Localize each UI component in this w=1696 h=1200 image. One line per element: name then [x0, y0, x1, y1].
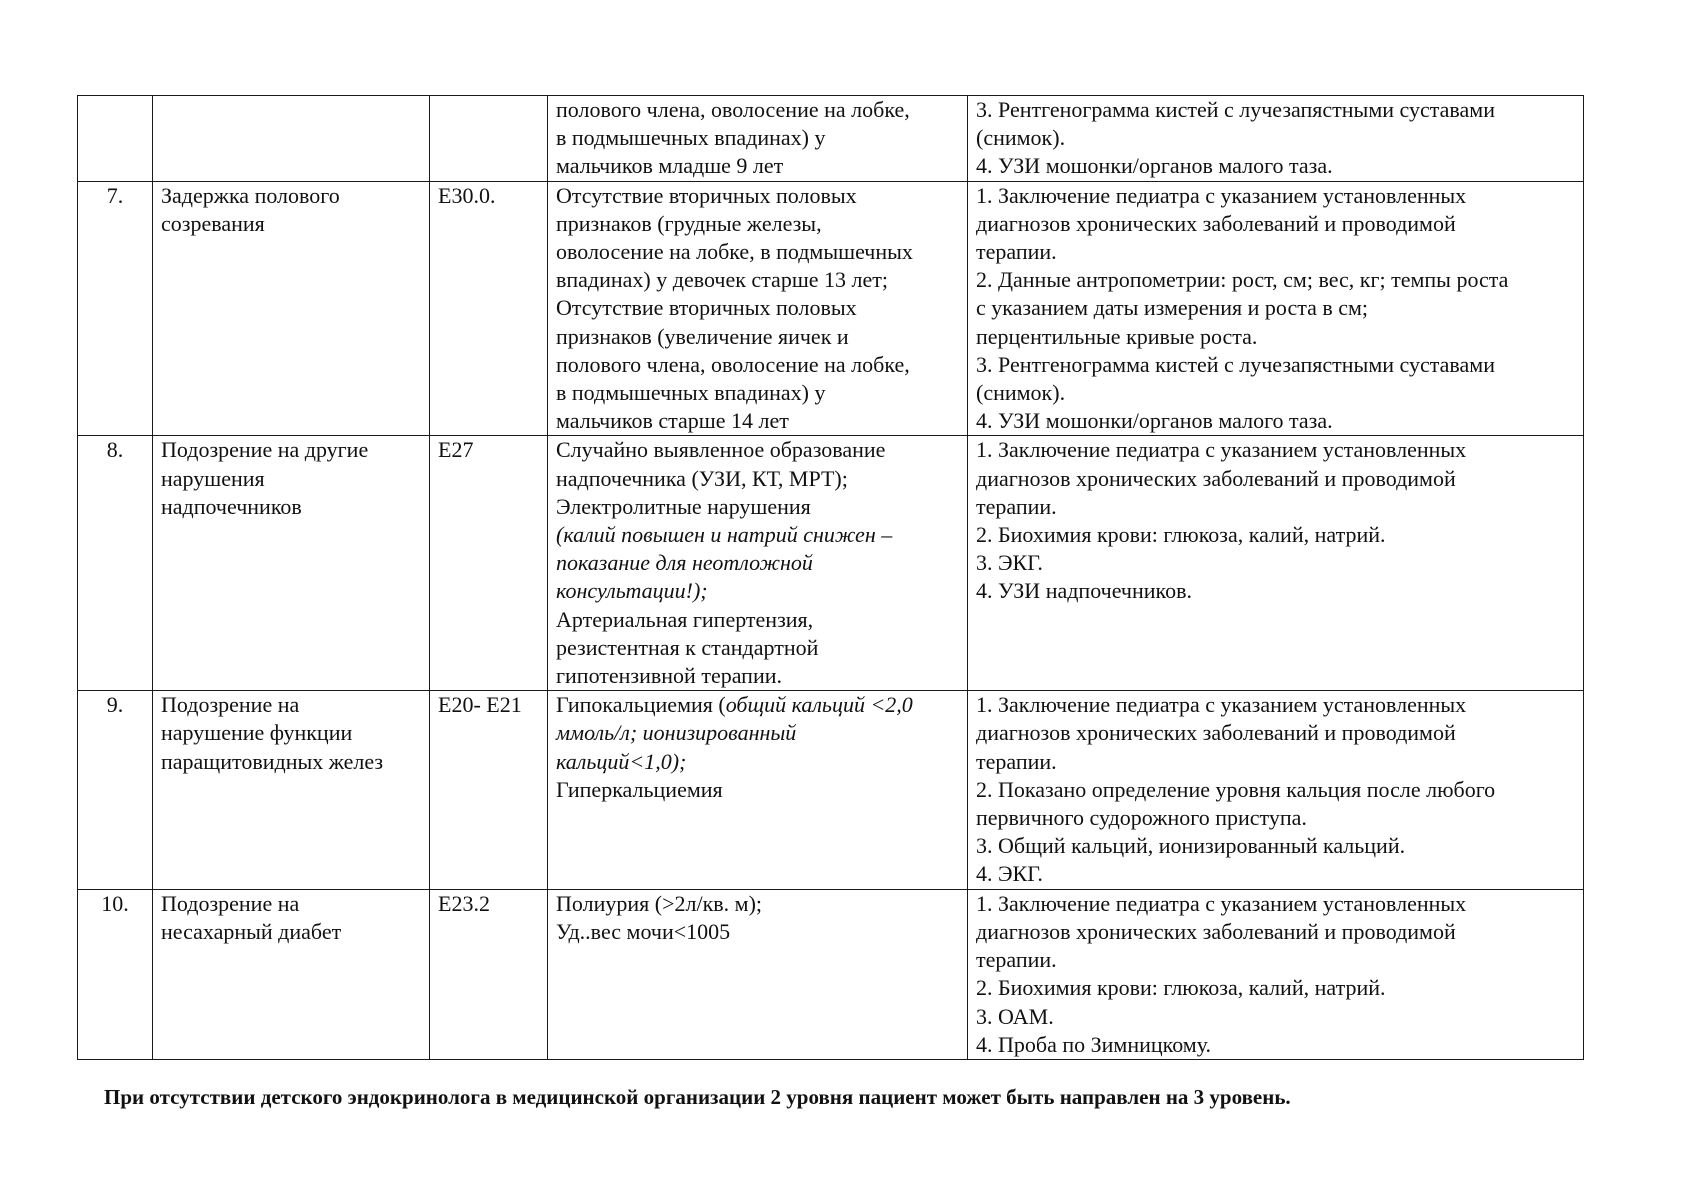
row-number-cell: 10. [78, 889, 153, 1059]
diagnosis-line: нарушения [161, 465, 265, 491]
document-line: терапии. [976, 947, 1057, 973]
diagnosis-line: Задержка полового [161, 182, 340, 208]
criteria-line-italic: кальций<1,0); [556, 748, 687, 774]
diagnosis-line: несахарный диабет [161, 918, 342, 944]
criteria-line: резистентная к стандартной [556, 634, 819, 660]
row-number-cell: 7. [78, 181, 153, 436]
criteria-cell [548, 181, 968, 436]
criteria-line: Отсутствие вторичных половых [556, 295, 857, 321]
criteria-text-italic: общий кальций <2,0 [725, 692, 913, 718]
diagnosis-line: Подозрение на [161, 890, 300, 916]
row-number-cell: 9. [78, 691, 153, 889]
criteria-line: Артериальная гипертензия, [556, 606, 814, 632]
table-row [78, 181, 1584, 436]
criteria-cell [548, 691, 968, 889]
criteria-cell [548, 889, 968, 1059]
diagnosis-line: Подозрение на [161, 692, 300, 718]
document-line: диагнозов хронических заболеваний и проводимой [976, 210, 1456, 236]
document-line: диагнозов хронических заболеваний и проводимой [976, 720, 1456, 746]
document-line: 1. Заключение педиатра с указанием установленных [976, 692, 1467, 718]
criteria-cell [548, 436, 968, 691]
document-line: с указанием даты измерения и роста в см; [976, 295, 1369, 321]
diagnosis-cell [153, 96, 430, 182]
document-line: 4. ЭКГ. [976, 861, 1043, 887]
document-line: 4. Проба по Зимницкому. [976, 1031, 1212, 1057]
document-line: 3. Общий кальций, ионизированный кальций. [976, 833, 1406, 859]
document-line: 2. Данные антропометрии: рост, см; вес, кг; темпы роста [976, 267, 1509, 293]
footnote: При отсутствии детского эндокринолога в медицинской организации 2 уровня пациент может быть направлен на 3 уровень. [104, 1085, 1291, 1109]
document-line: терапии. [976, 493, 1057, 519]
criteria-line: Отсутствие вторичных половых [556, 182, 857, 208]
criteria-line: оволосение на лобке, в подмышечных [556, 239, 913, 265]
document-line: 1. Заключение педиатра с указанием установленных [976, 437, 1467, 463]
icd-code-cell: E27 [430, 436, 548, 691]
document-line: 3. Рентгенограмма кистей с лучезапястными суставами [976, 97, 1495, 122]
diagnosis-cell [153, 889, 430, 1059]
criteria-line: признаков (грудные железы, [556, 210, 822, 236]
referral-table [77, 95, 1584, 1060]
documents-cell [968, 96, 1584, 182]
criteria-line: Гиперкальциемия [556, 776, 723, 802]
criteria-line-italic: ммоль/л; ионизированный [556, 720, 797, 746]
document-line: диагнозов хронических заболеваний и проводимой [976, 465, 1456, 491]
row-number-cell [78, 96, 153, 182]
document-line: (снимок). [976, 380, 1066, 406]
documents-cell [968, 691, 1584, 889]
criteria-line: в подмышечных впадинах) у [556, 380, 826, 406]
document-line: 1. Заключение педиатра с указанием установленных [976, 890, 1467, 916]
criteria-line: мальчиков младше 9 лет [556, 153, 784, 179]
document-line: (снимок). [976, 125, 1066, 151]
document-line: 3. ЭКГ. [976, 550, 1043, 576]
document-line: 2. Показано определение уровня кальция после любого [976, 776, 1496, 802]
criteria-line: Уд..вес мочи<1005 [556, 918, 731, 944]
documents-cell [968, 436, 1584, 691]
document-line: первичного судорожного приступа. [976, 805, 1307, 831]
icd-code-cell [430, 96, 548, 182]
criteria-line: признаков (увеличение яичек и [556, 323, 849, 349]
criteria-line: Электролитные нарушения [556, 493, 811, 519]
document-line: 4. УЗИ мошонки/органов малого таза. [976, 153, 1333, 179]
criteria-line-italic: показание для неотложной [556, 550, 813, 576]
table-row [78, 889, 1584, 1059]
criteria-line: полового члена, оволосение на лобке, [556, 351, 910, 377]
diagnosis-line: паращитовидных желез [161, 748, 384, 774]
criteria-text-plain: Гипокальциемия ( [556, 692, 726, 718]
criteria-line: в подмышечных впадинах) у [556, 125, 826, 151]
criteria-line: надпочечника (УЗИ, КТ, МРТ); [556, 465, 848, 491]
diagnosis-line: надпочечников [161, 493, 302, 519]
icd-code-cell: E23.2 [430, 889, 548, 1059]
criteria-cell [548, 96, 968, 182]
icd-code-cell: E30.0. [430, 181, 548, 436]
document-line: 3. ОАМ. [976, 1003, 1054, 1029]
criteria-line [556, 691, 961, 719]
document-line: перцентильные кривые роста. [976, 323, 1258, 349]
criteria-line: впадинах) у девочек старше 13 лет; [556, 267, 888, 293]
diagnosis-cell [153, 181, 430, 436]
document-line: 2. Биохимия крови: глюкоза, калий, натрий. [976, 975, 1386, 1001]
diagnosis-line: Подозрение на другие [161, 437, 369, 463]
documents-cell [968, 181, 1584, 436]
criteria-line: мальчиков старше 14 лет [556, 408, 789, 434]
document-line: диагнозов хронических заболеваний и проводимой [976, 918, 1456, 944]
row-number-cell: 8. [78, 436, 153, 691]
diagnosis-cell [153, 436, 430, 691]
diagnosis-cell [153, 691, 430, 889]
document-line: 1. Заключение педиатра с указанием установленных [976, 182, 1467, 208]
diagnosis-line: нарушение функции [161, 720, 353, 746]
table-row [78, 436, 1584, 691]
criteria-line-italic: (калий повышен и натрий снижен – [556, 522, 893, 548]
document-line: терапии. [976, 748, 1057, 774]
criteria-line: Полиурия (>2л/кв. м); [556, 890, 763, 916]
criteria-line: гипотензивной терапии. [556, 663, 783, 689]
document-line: терапии. [976, 239, 1057, 265]
icd-code-cell: E20- E21 [430, 691, 548, 889]
documents-cell [968, 889, 1584, 1059]
document-line: 4. УЗИ мошонки/органов малого таза. [976, 408, 1333, 434]
diagnosis-line: созревания [161, 210, 265, 236]
criteria-line-italic: консультации!); [556, 578, 708, 604]
criteria-line: Случайно выявленное образование [556, 437, 886, 463]
table-row [78, 96, 1584, 182]
document-line: 4. УЗИ надпочечников. [976, 578, 1192, 604]
document-line: 2. Биохимия крови: глюкоза, калий, натрий. [976, 522, 1386, 548]
criteria-line: полового члена, оволосение на лобке, [556, 97, 910, 122]
table-row [78, 691, 1584, 889]
document-line: 3. Рентгенограмма кистей с лучезапястными суставами [976, 351, 1495, 377]
